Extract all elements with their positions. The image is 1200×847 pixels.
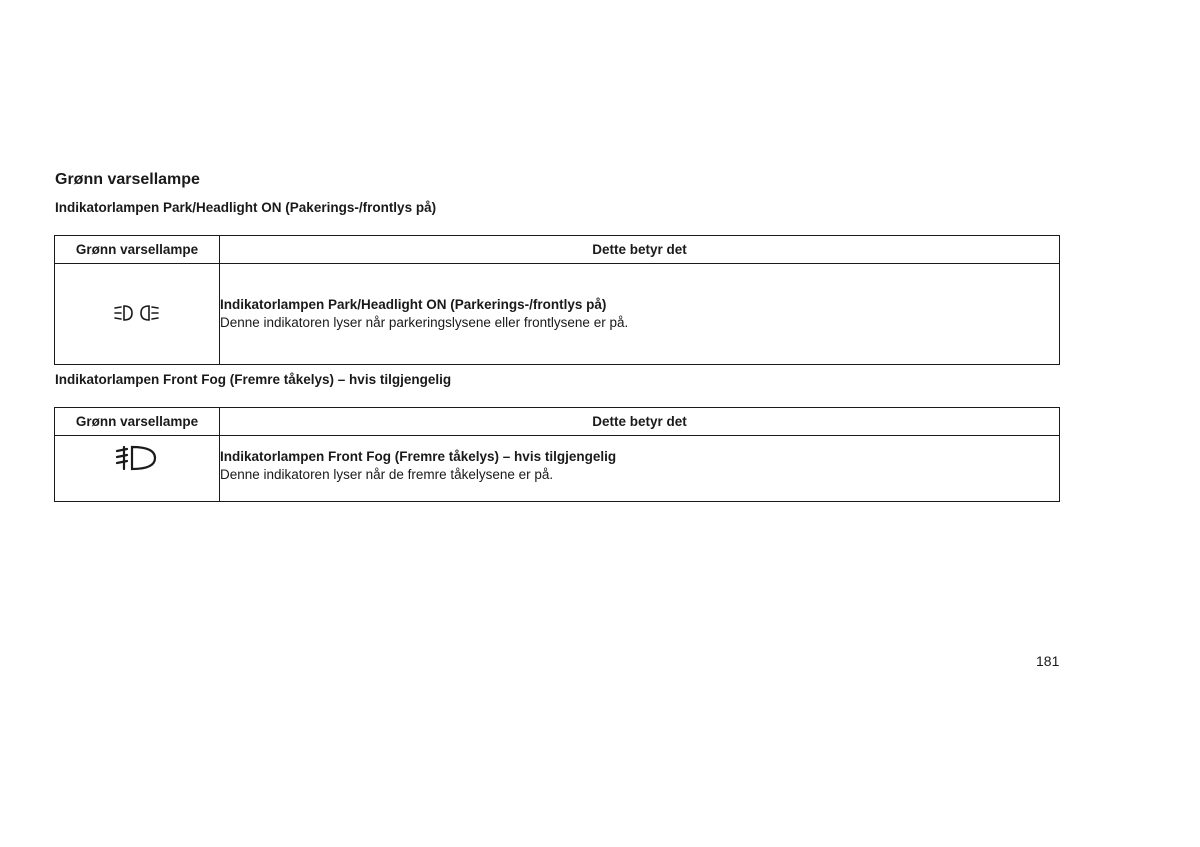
description-text: Denne indikatoren lyser når de fremre tåkelysene er på. (220, 467, 554, 482)
park-headlight-icon (113, 312, 161, 327)
header-meaning: Dette betyr det (220, 236, 1060, 264)
header-lamp: Grønn varsellampe (55, 408, 220, 436)
description-title: Indikatorlampen Front Fog (Fremre tåkelys) – hvis tilgjengelig (220, 449, 617, 464)
description-cell (220, 264, 1060, 365)
table-header-row (55, 236, 1060, 264)
icon-cell (55, 436, 220, 502)
description-title: Indikatorlampen Park/Headlight ON (Parkerings-/frontlys på) (220, 297, 607, 312)
icon-cell (55, 264, 220, 365)
header-lamp: Grønn varsellampe (55, 236, 220, 264)
front-fog-icon (115, 460, 159, 475)
park-headlight-subtitle: Indikatorlampen Park/Headlight ON (Pakerings-/frontlys på) (55, 200, 437, 215)
table-row (55, 264, 1060, 365)
table-header-row (55, 408, 1060, 436)
section-title: Grønn varsellampe (55, 171, 200, 188)
front-fog-subtitle: Indikatorlampen Front Fog (Fremre tåkelys) – hvis tilgjengelig (55, 372, 452, 387)
page-number: 181 (1036, 653, 1060, 669)
header-meaning: Dette betyr det (220, 408, 1060, 436)
front-fog-table (54, 407, 1060, 502)
description-text: Denne indikatoren lyser når parkeringslysene eller frontlysene er på. (220, 315, 629, 330)
table-row (55, 436, 1060, 502)
park-headlight-table (54, 235, 1060, 365)
description-cell (220, 436, 1060, 502)
